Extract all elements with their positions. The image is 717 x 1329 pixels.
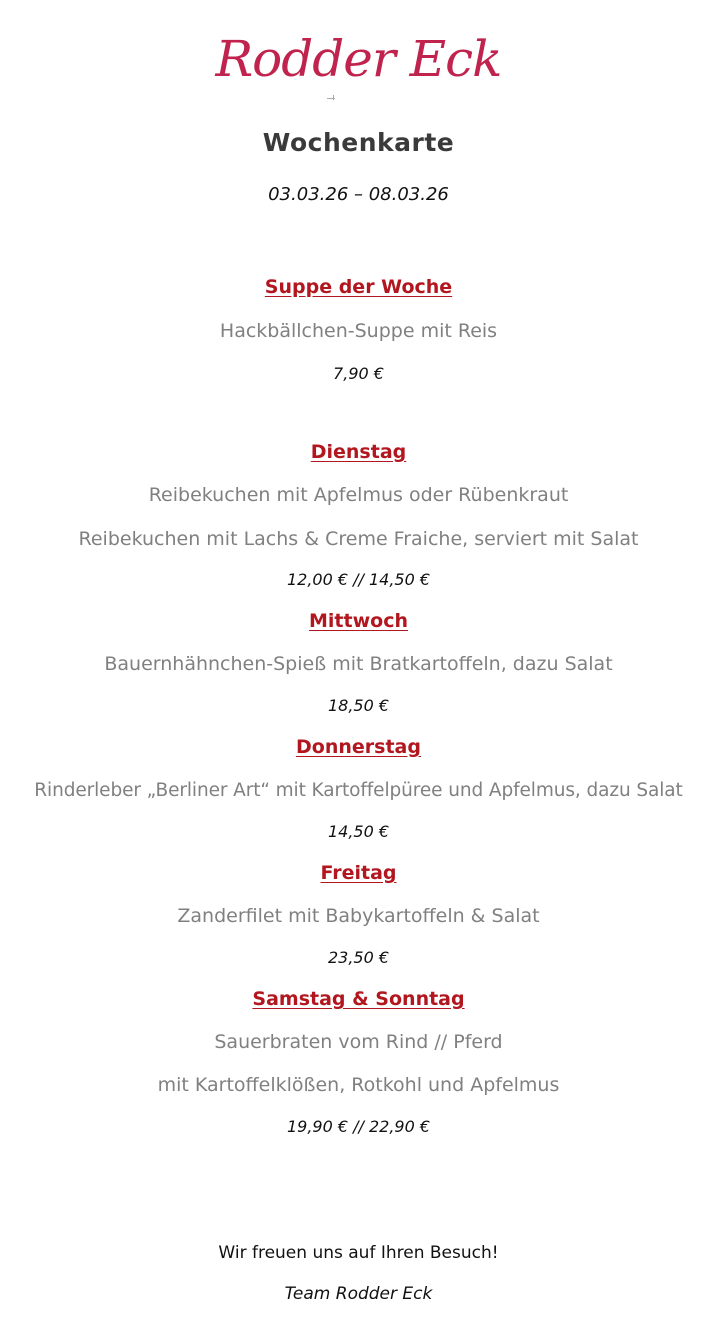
section-heading-donnerstag: Donnerstag	[296, 736, 421, 758]
price-dienstag: 12,00 € // 14,50 €	[286, 570, 431, 589]
footer-greeting: Wir freuen uns auf Ihren Besuch!	[218, 1243, 499, 1263]
price-soup: 7,90 €	[333, 364, 384, 383]
dish-mittwoch: Bauernhähnchen-Spieß mit Bratkartoffeln, dazu Salat	[104, 653, 613, 675]
dish-dienstag-1: Reibekuchen mit Apfelmus oder Rübenkraut	[148, 484, 569, 506]
dish-freitag: Zanderfilet mit Babykartoffeln & Salat	[177, 905, 540, 927]
dish-donnerstag: Rinderleber „Berliner Art“ mit Kartoffelpüree und Apfelmus, dazu Salat	[34, 780, 683, 801]
price-donnerstag: 14,50 €	[327, 822, 390, 841]
section-heading-dienstag: Dienstag	[310, 441, 407, 463]
section-heading-soup: Suppe der Woche	[264, 276, 453, 298]
date-range: 03.03.26 – 08.03.26	[268, 184, 449, 205]
price-freitag: 23,50 €	[327, 948, 390, 967]
dish-weekend-2: mit Kartoffelklößen, Rotkohl und Apfelmus	[157, 1074, 560, 1096]
section-heading-weekend: Samstag & Sonntag	[252, 988, 465, 1010]
price-mittwoch: 18,50 €	[327, 696, 390, 715]
section-heading-freitag: Freitag	[320, 862, 397, 884]
restaurant-logo: Rodder Eck	[215, 30, 502, 88]
dish-weekend-1: Sauerbraten vom Rind // Pferd	[214, 1031, 503, 1053]
logo-mark-icon	[327, 95, 337, 101]
dish-dienstag-2: Reibekuchen mit Lachs & Creme Fraiche, serviert mit Salat	[78, 528, 639, 550]
page-title: Wochenkarte	[262, 128, 455, 157]
dish-soup: Hackbällchen-Suppe mit Reis	[219, 320, 498, 342]
price-weekend: 19,90 € // 22,90 €	[286, 1117, 431, 1136]
footer-signature: Team Rodder Eck	[284, 1284, 433, 1304]
section-heading-mittwoch: Mittwoch	[309, 610, 408, 632]
